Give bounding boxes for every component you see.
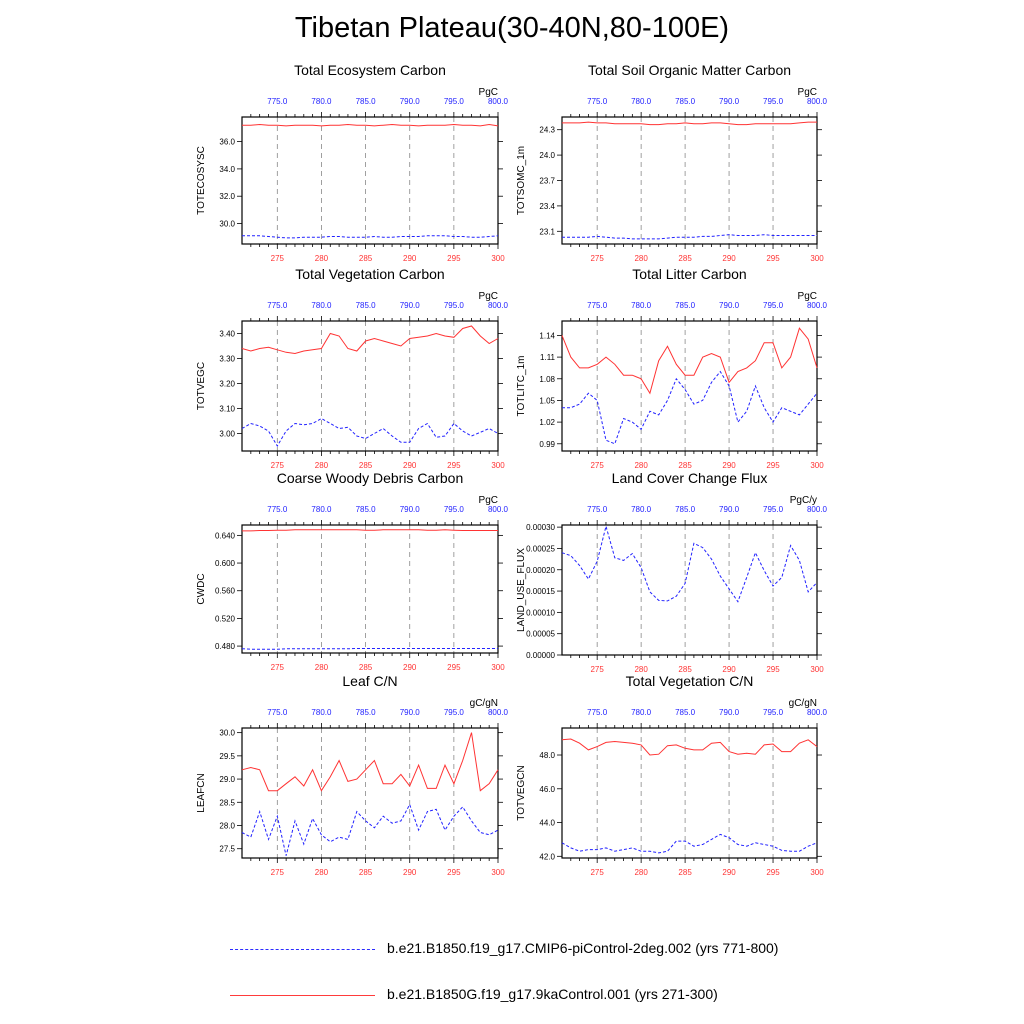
top-tick-label: 790.0	[399, 301, 420, 310]
series-line-red	[562, 122, 817, 125]
panel-units: PgC	[478, 291, 498, 302]
legend-label: b.e21.B1850G.f19_g17.9kaControl.001 (yrs 271-300)	[387, 986, 718, 1002]
y-axis-label: CWDC	[196, 573, 207, 605]
top-tick-label: 785.0	[675, 708, 696, 717]
x-tick-label: 290	[722, 254, 736, 263]
top-tick-label: 775.0	[587, 301, 608, 310]
y-tick-label: 0.480	[214, 642, 235, 652]
top-tick-label: 780.0	[311, 301, 332, 310]
x-tick-label: 280	[314, 254, 329, 263]
y-tick-label: 48.0	[539, 751, 555, 761]
y-tick-label: 3.40	[219, 329, 235, 339]
panel-frame	[562, 117, 817, 244]
y-tick-label: 0.99	[539, 439, 555, 449]
x-tick-label: 280	[314, 663, 329, 672]
series-line-blue	[562, 526, 817, 601]
x-tick-label: 295	[447, 461, 461, 470]
top-tick-label: 795.0	[763, 301, 784, 310]
top-tick-label: 775.0	[267, 708, 288, 717]
top-tick-label: 790.0	[399, 505, 420, 514]
series-line-red	[242, 530, 498, 531]
series-line-blue	[242, 805, 498, 856]
y-tick-label: 0.600	[214, 559, 235, 569]
x-tick-label: 275	[590, 254, 604, 263]
top-tick-label: 785.0	[355, 505, 376, 514]
y-tick-label: 46.0	[539, 784, 555, 794]
x-tick-label: 300	[810, 254, 824, 263]
x-tick-label: 300	[810, 461, 824, 470]
y-tick-label: 0.00000	[526, 651, 555, 660]
panel-units: PgC	[797, 87, 817, 98]
panel-title: Total Ecosystem Carbon	[294, 62, 446, 78]
panel-frame	[562, 525, 817, 655]
top-tick-label: 785.0	[355, 97, 376, 106]
series-line-blue	[562, 834, 817, 853]
x-tick-label: 295	[447, 868, 461, 877]
series-line-red	[562, 739, 817, 755]
y-tick-label: 3.30	[219, 354, 235, 364]
top-tick-label: 795.0	[763, 97, 784, 106]
series-line-red	[242, 125, 498, 126]
y-tick-label: 3.10	[219, 404, 235, 414]
panel-title: Land Cover Change Flux	[611, 470, 768, 486]
y-tick-label: 30.0	[219, 219, 235, 229]
top-tick-label: 785.0	[675, 301, 696, 310]
top-tick-label: 800.0	[806, 97, 828, 106]
y-tick-label: 23.4	[539, 201, 555, 211]
x-tick-label: 300	[491, 461, 505, 470]
top-tick-label: 790.0	[719, 97, 740, 106]
x-tick-label: 290	[722, 665, 736, 674]
y-tick-label: 0.00020	[526, 565, 555, 575]
x-tick-label: 275	[270, 461, 284, 470]
series-line-blue	[242, 236, 498, 238]
top-tick-label: 800.0	[487, 708, 509, 717]
y-axis-label: TOTECOSYSC	[196, 146, 207, 215]
y-axis-label: LAND_USE_FLUX	[516, 548, 527, 632]
top-tick-label: 795.0	[443, 301, 464, 310]
panel-8	[516, 673, 828, 877]
top-tick-label: 790.0	[719, 301, 740, 310]
x-tick-label: 275	[270, 254, 284, 263]
x-tick-label: 290	[722, 868, 736, 877]
y-tick-label: 0.640	[214, 531, 235, 541]
y-tick-label: 1.02	[539, 418, 555, 428]
panel-units: PgC	[478, 495, 498, 506]
x-tick-label: 275	[590, 665, 604, 674]
top-tick-label: 800.0	[806, 505, 828, 514]
x-tick-label: 285	[678, 665, 692, 674]
y-axis-label: LEAFCN	[196, 773, 207, 813]
top-tick-label: 780.0	[311, 505, 332, 514]
panel-units: PgC	[797, 291, 817, 302]
y-tick-label: 0.00030	[526, 523, 555, 533]
x-tick-label: 285	[678, 254, 692, 263]
panel-title: Leaf C/N	[342, 673, 398, 689]
top-tick-label: 775.0	[267, 505, 288, 514]
panel-6	[516, 470, 828, 674]
x-tick-label: 300	[810, 665, 824, 674]
x-tick-label: 280	[634, 461, 648, 470]
top-tick-label: 795.0	[443, 97, 464, 106]
panel-title: Total Vegetation Carbon	[295, 266, 445, 282]
x-tick-label: 295	[447, 254, 461, 263]
top-tick-label: 775.0	[587, 505, 608, 514]
top-tick-label: 775.0	[587, 97, 608, 106]
panel-title: Coarse Woody Debris Carbon	[276, 470, 464, 486]
top-tick-label: 775.0	[587, 708, 608, 717]
top-tick-label: 775.0	[267, 301, 288, 310]
top-tick-label: 800.0	[487, 301, 509, 310]
x-tick-label: 280	[634, 868, 648, 877]
y-tick-label: 0.560	[214, 586, 235, 596]
y-tick-label: 36.0	[219, 137, 235, 147]
y-tick-label: 0.00010	[526, 608, 555, 618]
x-tick-label: 290	[403, 461, 417, 470]
y-tick-label: 23.1	[539, 227, 555, 237]
top-tick-label: 790.0	[719, 505, 740, 514]
panel-title: Total Soil Organic Matter Carbon	[587, 62, 792, 78]
y-tick-label: 27.5	[219, 844, 235, 854]
top-tick-label: 800.0	[806, 708, 828, 717]
panel-title: Total Litter Carbon	[632, 266, 747, 282]
y-tick-label: 28.5	[219, 798, 235, 808]
panel-units: PgC/y	[789, 495, 817, 506]
panel-units: PgC	[478, 87, 498, 98]
top-tick-label: 780.0	[631, 97, 652, 106]
top-tick-label: 800.0	[806, 301, 828, 310]
panel-4	[516, 266, 828, 470]
panel-frame	[242, 525, 498, 653]
panel-frame	[242, 321, 498, 451]
top-tick-label: 790.0	[399, 708, 420, 717]
series-line-blue	[242, 649, 498, 650]
y-tick-label: 1.14	[539, 331, 555, 341]
x-tick-label: 285	[678, 868, 692, 877]
top-tick-label: 785.0	[675, 97, 696, 106]
top-tick-label: 780.0	[311, 97, 332, 106]
top-tick-label: 800.0	[487, 505, 509, 514]
top-tick-label: 785.0	[355, 708, 376, 717]
x-tick-label: 280	[314, 868, 329, 877]
y-axis-label: TOTLITC_1m	[516, 355, 527, 417]
x-tick-label: 280	[634, 254, 648, 263]
y-tick-label: 24.0	[539, 151, 555, 161]
top-tick-label: 785.0	[355, 301, 376, 310]
y-tick-label: 34.0	[219, 164, 235, 174]
panel-frame	[242, 117, 498, 244]
x-tick-label: 290	[403, 663, 417, 672]
x-tick-label: 300	[491, 868, 505, 877]
x-tick-label: 300	[491, 254, 505, 263]
top-tick-label: 780.0	[311, 708, 332, 717]
x-tick-label: 275	[590, 868, 604, 877]
y-tick-label: 1.05	[539, 396, 555, 406]
panel-frame	[562, 728, 817, 858]
panel-2	[516, 62, 828, 263]
top-tick-label: 790.0	[719, 708, 740, 717]
y-tick-label: 29.5	[219, 751, 235, 761]
y-tick-label: 28.0	[219, 821, 235, 831]
panel-1	[196, 62, 509, 263]
panel-units: gC/gN	[788, 698, 817, 709]
y-tick-label: 0.520	[214, 614, 235, 624]
x-tick-label: 295	[766, 868, 780, 877]
top-tick-label: 780.0	[631, 301, 652, 310]
legend-label: b.e21.B1850.f19_g17.CMIP6-piControl-2deg.002 (yrs 771-800)	[387, 940, 779, 956]
y-tick-label: 30.0	[219, 728, 235, 738]
top-tick-label: 780.0	[631, 708, 652, 717]
series-line-blue	[562, 235, 817, 239]
x-tick-label: 280	[314, 461, 329, 470]
series-line-red	[242, 733, 498, 791]
panel-7	[196, 673, 509, 877]
top-tick-label: 785.0	[675, 505, 696, 514]
panel-frame	[562, 321, 817, 451]
series-line-red	[242, 326, 498, 354]
x-tick-label: 280	[634, 665, 648, 674]
x-tick-label: 300	[491, 663, 505, 672]
top-tick-label: 800.0	[487, 97, 509, 106]
x-tick-label: 275	[270, 663, 284, 672]
y-tick-label: 3.20	[219, 379, 235, 389]
x-tick-label: 275	[270, 868, 284, 877]
top-tick-label: 780.0	[631, 505, 652, 514]
x-tick-label: 285	[358, 663, 373, 672]
x-tick-label: 295	[766, 254, 780, 263]
y-tick-label: 29.0	[219, 775, 235, 785]
y-tick-label: 3.00	[219, 429, 235, 439]
x-tick-label: 285	[358, 254, 373, 263]
y-tick-label: 1.08	[539, 374, 555, 384]
legend-swatch-solid-red	[230, 995, 375, 996]
y-axis-label: TOTSOMC_1m	[516, 145, 527, 216]
y-tick-label: 42.0	[539, 852, 555, 862]
x-tick-label: 300	[810, 868, 824, 877]
x-tick-label: 290	[403, 868, 417, 877]
top-tick-label: 795.0	[443, 505, 464, 514]
top-tick-label: 775.0	[267, 97, 288, 106]
series-line-blue	[562, 372, 817, 444]
top-tick-label: 795.0	[763, 708, 784, 717]
y-axis-label: TOTVEGCN	[516, 765, 527, 821]
x-tick-label: 285	[358, 461, 373, 470]
panel-3	[196, 266, 509, 470]
panel-title: Total Vegetation C/N	[625, 673, 754, 689]
y-tick-label: 0.00015	[526, 587, 555, 597]
y-tick-label: 32.0	[219, 192, 235, 202]
top-tick-label: 790.0	[399, 97, 420, 106]
x-tick-label: 295	[766, 665, 780, 674]
series-line-blue	[242, 419, 498, 447]
top-tick-label: 795.0	[443, 708, 464, 717]
top-tick-label: 795.0	[763, 505, 784, 514]
y-axis-label: TOTVEGC	[196, 361, 207, 411]
y-tick-label: 24.3	[539, 125, 555, 135]
panel-units: gC/gN	[469, 698, 498, 709]
y-tick-label: 44.0	[539, 818, 555, 828]
panel-frame	[242, 728, 498, 858]
x-tick-label: 290	[722, 461, 736, 470]
x-tick-label: 290	[403, 254, 417, 263]
x-tick-label: 285	[678, 461, 692, 470]
x-tick-label: 285	[358, 868, 373, 877]
series-line-red	[562, 328, 817, 393]
x-tick-label: 275	[590, 461, 604, 470]
panel-5	[196, 470, 509, 672]
y-tick-label: 0.00005	[526, 629, 555, 639]
legend-swatch-dashed-blue	[230, 949, 375, 950]
x-tick-label: 295	[766, 461, 780, 470]
y-tick-label: 1.11	[540, 353, 555, 363]
page-title: Tibetan Plateau(30-40N,80-100E)	[294, 12, 730, 44]
y-tick-label: 0.00025	[526, 544, 555, 554]
y-tick-label: 23.7	[539, 176, 555, 186]
x-tick-label: 295	[447, 663, 461, 672]
